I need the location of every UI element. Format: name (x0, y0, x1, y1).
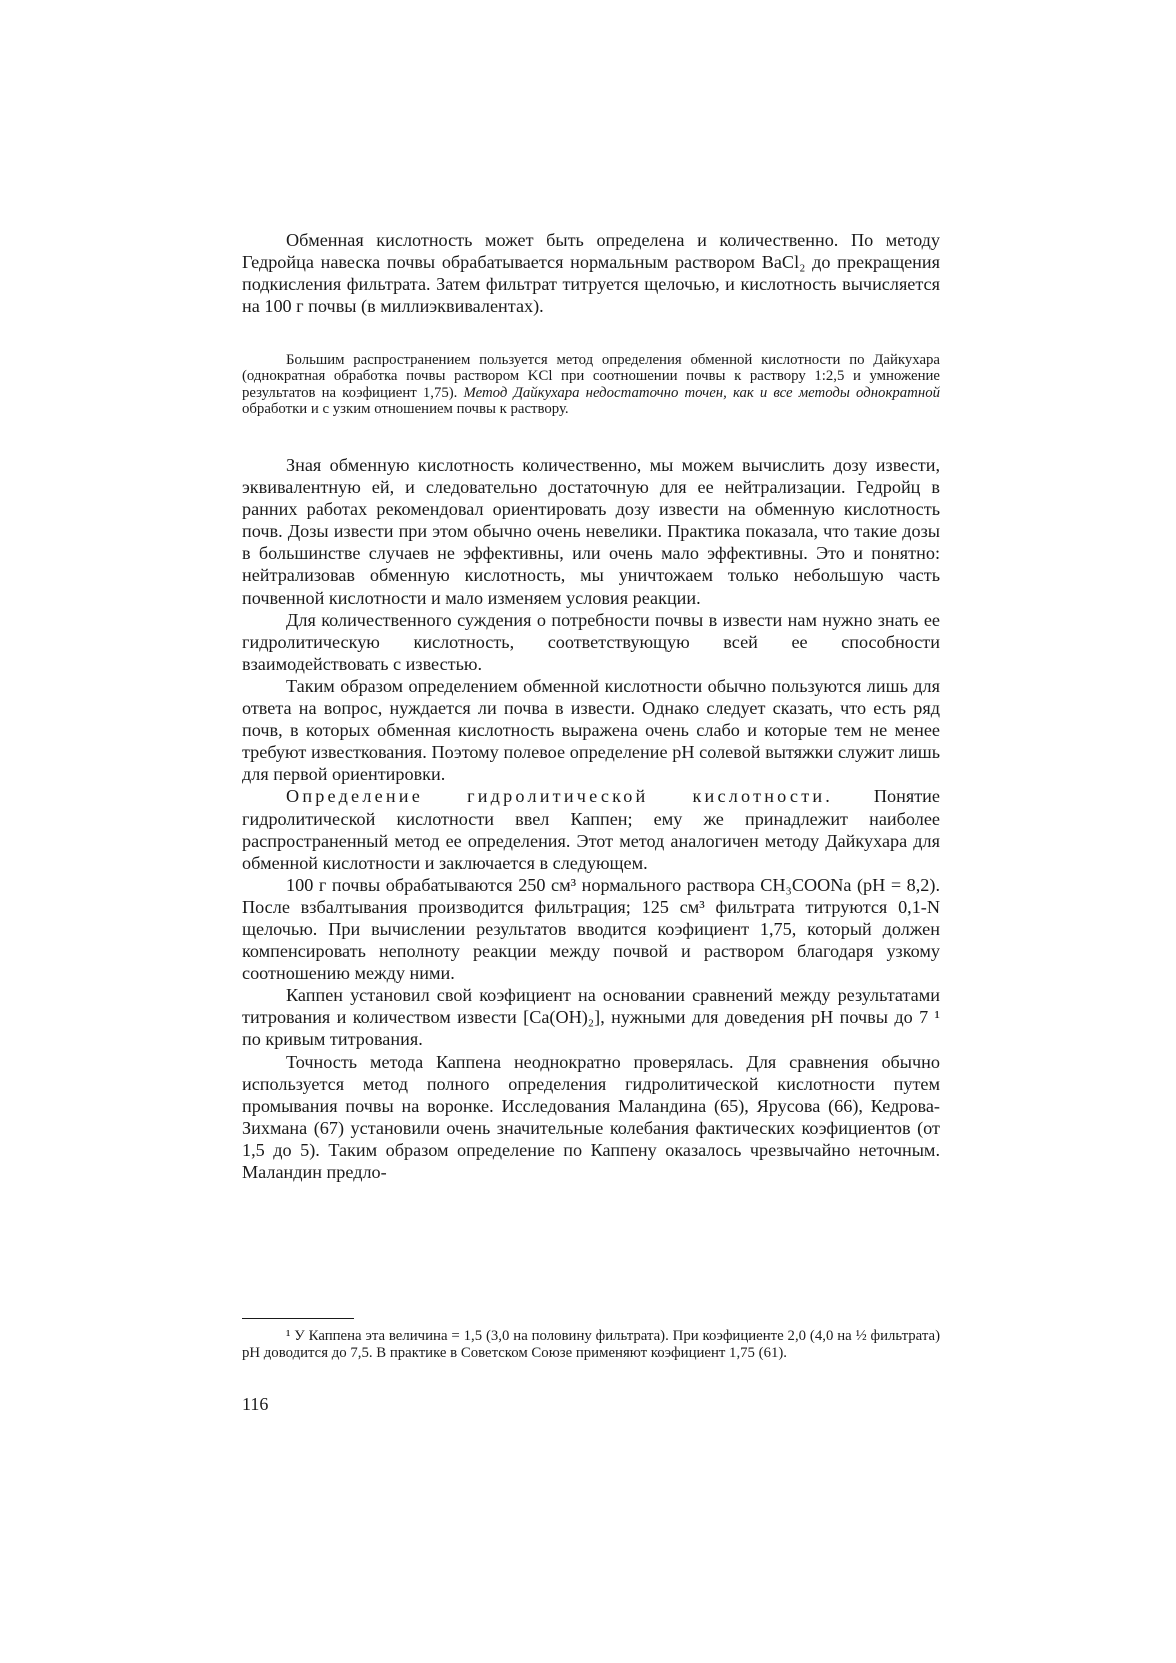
paragraph-accuracy: Точность метода Каппена неоднократно проверялась. Для сравнения обычно используется метод полного определения гидролитической кислотности путем промывания почвы на воронке. Исследования Маландина (65), Ярусова (66), Кедрова-Зихмана (67) установили очень значительные колебания фактических коэфициентов (от 1,5 до 5). Таким образом определение по Каппену оказалось чрезвычайно неточным. Маландин предло- (242, 1051, 940, 1182)
paragraph-hydrolytic-need: Для количественного суждения о потребности почвы в извести нам нужно знать ее гидролитическую кислотность, соответствующую всей ее способности взаимодействовать с известью. (242, 609, 940, 674)
paragraph-coefficient: Каппен установил свой коэфициент на основании сравнений между результатами титрования и количеством извести [Ca(OH)₂], нужными для доведения pH почвы до 7 ¹ по кривым титрования. (242, 985, 940, 1050)
footnote-divider (242, 1318, 354, 1319)
paragraph-kappen-text: Понятие гидролитической кислотности ввел Каппен; ему же принадлежит наиболее распространенный метод ее определения. Этот метод аналогичен методу Дайкухара для обменной кислотности и заключается в следующем. (242, 786, 940, 873)
note-daikuhara-part-3: обработки и с узким отношением почвы к раствору. (242, 401, 569, 418)
note-daikuhara (242, 352, 940, 418)
small-print-note (242, 352, 940, 418)
note-daikuhara-italic: Метод Дайкухара недостаточно точен, как и все методы однократной (463, 384, 940, 401)
page-number: 116 (242, 1394, 269, 1414)
paragraph-exchange-acidity: Обменная кислотность может быть определена и количественно. По методу Гедройца навеска почвы обрабатывается нормальным раствором BaCl₂ до прекращения подкисления фильтрата. Затем фильтрат титруется щелочью, и кислотность вычисляется на 100 г почвы (в миллиэквивалентах). (242, 230, 940, 317)
paragraph-procedure: 100 г почвы обрабатываются 250 см³ нормального раствора CH₃COONa (pH = 8,2). После взбалтывания производится фильтрация; 125 см³ фильтрата титруются 0,1-N щелочью. При вычислении результатов вводится коэфициент 1,75, который должен компенсировать неполноту реакции между почвой и раствором благодаря узкому соотношению между ними. (242, 874, 940, 984)
section-heading: Определение гидролитической кислотности. (286, 786, 834, 807)
footnote-block (242, 1328, 940, 1362)
note-daikuhara-part-1: Большим распространением пользуется метод определения обменной кислотности по Дайкухара (однократная обработка почвы раствором KCl при соотношении почвы к раствору 1:2,5 и умножение результатов на коэфициент 1,75). (242, 352, 940, 401)
paragraph-conclusion: Таким образом определением обменной кислотности обычно пользуются лишь для ответа на вопрос, нуждается ли почва в извести. Однако следует сказать, что есть ряд почв, в которых обменная кислотность выражена очень слабо и которые тем не менее требуют известкования. Поэтому полевое определение pH солевой вытяжки служит лишь для первой ориентировки. (242, 675, 940, 785)
paragraph-kappen-method (242, 785, 940, 873)
main-text-body (242, 454, 940, 1183)
footnote: ¹ У Каппена эта величина = 1,5 (3,0 на половину фильтрата). При коэфициенте 2,0 (4,0 на ½ фильтрата) pH доводится до 7,5. В практике в Советском Союзе применяют коэфициент 1,75 (61). (242, 1328, 940, 1361)
main-text-top (242, 229, 940, 317)
paragraph-lime-dose: Зная обменную кислотность количественно, мы можем вычислить дозу извести, эквивалентную ей, и следовательно достаточную для ее нейтрализации. Гедройц в ранних работах рекомендовал ориентировать дозу извести на обменную кислотность почв. Дозы извести при этом обычно очень невелики. Практика показала, что такие дозы в большинстве случаев не эффективны, или очень мало эффективны. Это и понятно: нейтрализовав обменную кислотность, мы уничтожаем только небольшую часть почвенной кислотности и мало изменяем условия реакции. (242, 455, 940, 608)
